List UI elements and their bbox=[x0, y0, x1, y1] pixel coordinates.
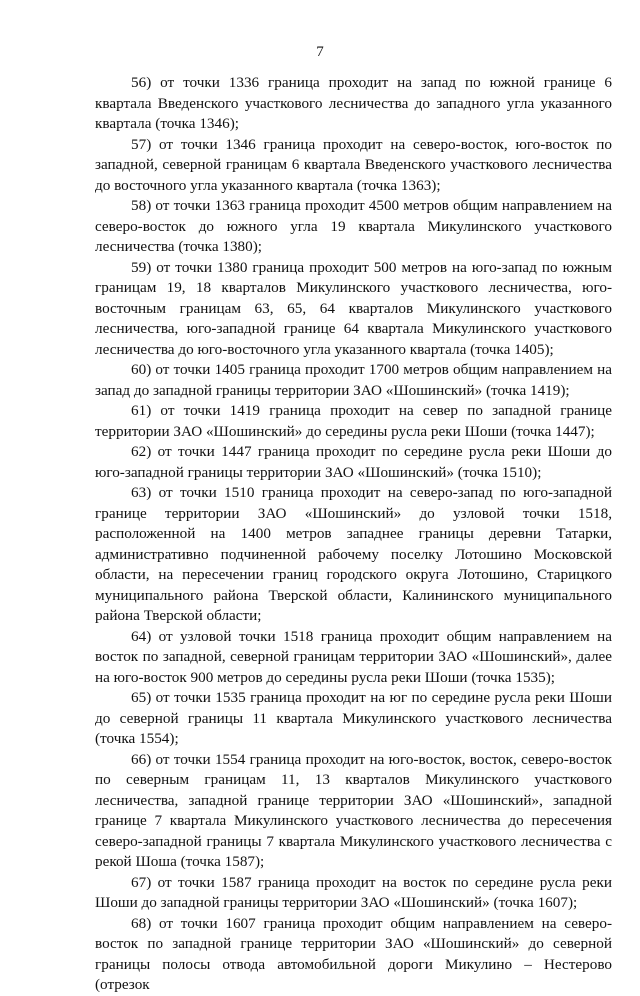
paragraph-64: 64) от узловой точки 1518 граница проходит общим направлением на восток по западной, северной границам территории ЗАО «Шошинский», далее на юго-восток 900 метров до середины русла реки Шоши (точка 1535); bbox=[95, 627, 612, 686]
paragraph-66: 66) от точки 1554 граница проходит на юго-восток, восток, северо-восток по северным границам 11, 13 кварталов Микулинского участкового лесничества, западной границе территории ЗАО «Шошинский», западной границе 7 квартала Микулинского участкового лесничества до пересечения северо-западной границы 7 квартала Микулинского участкового лесничества с рекой Шоша (точка 1587); bbox=[95, 750, 612, 870]
paragraph-57: 57) от точки 1346 граница проходит на северо-восток, юго-восток по западной, северной границам 6 квартала Введенского участкового лесничества до восточного угла указанного квартала (точка 1363); bbox=[95, 135, 612, 194]
paragraph-68: 68) от точки 1607 граница проходит общим направлением на северо-восток по западной границе территории ЗАО «Шошинский» до северной границы полосы отвода автомобильной дороги Микулино – Нестерово (отрезок bbox=[95, 914, 612, 993]
paragraph-59: 59) от точки 1380 граница проходит 500 метров на юго-запад по южным границам 19, 18 кварталов Микулинского участкового лесничества, юго-восточным границам 63, 65, 64 кварталов Микулинского участкового лесничества, юго-западной границе 64 квартала Микулинского участкового лесничества до юго-восточного угла указанного квартала (точка 1405); bbox=[95, 258, 612, 358]
page-number: 7 bbox=[316, 44, 324, 60]
paragraph-67: 67) от точки 1587 граница проходит на восток по середине русла реки Шоши до западной границы территории ЗАО «Шошинский» (точка 1607); bbox=[95, 873, 612, 911]
paragraph-63: 63) от точки 1510 граница проходит на северо-запад по юго-западной границе территории ЗАО «Шошинский» до узловой точки 1518, расположенной на 1400 метров западнее границы деревни Татарки, административно подчиненной рабочему поселку Лотошино Московской области, на пересечении границ городского округа Лотошино, Старицкого муниципального района Тверской области, Калининского муниципального района Тверской области; bbox=[95, 484, 612, 624]
paragraph-65: 65) от точки 1535 граница проходит на юг по середине русла реки Шоши до северной границы 11 квартала Микулинского участкового лесничества (точка 1554); bbox=[95, 689, 612, 747]
paragraph-56: 56) от точки 1336 граница проходит на запад по южной границе 6 квартала Введенского участкового лесничества до западного угла указанного квартала (точка 1346); bbox=[95, 74, 612, 132]
paragraph-62: 62) от точки 1447 граница проходит по середине русла реки Шоши до юго-западной границы территории ЗАО «Шошинский» (точка 1510); bbox=[95, 443, 612, 481]
document-body bbox=[95, 73, 612, 996]
paragraph-60: 60) от точки 1405 граница проходит 1700 метров общим направлением на запад до западной границы территории ЗАО «Шошинский» (точка 1419); bbox=[95, 361, 612, 399]
paragraph-61: 61) от точки 1419 граница проходит на север по западной границе территории ЗАО «Шошинский» до середины русла реки Шоши (точка 1447); bbox=[95, 402, 612, 440]
paragraph-58: 58) от точки 1363 граница проходит 4500 метров общим направлением на северо-восток до южного угла 19 квартала Микулинского участкового лесничества (точка 1380); bbox=[95, 197, 612, 255]
